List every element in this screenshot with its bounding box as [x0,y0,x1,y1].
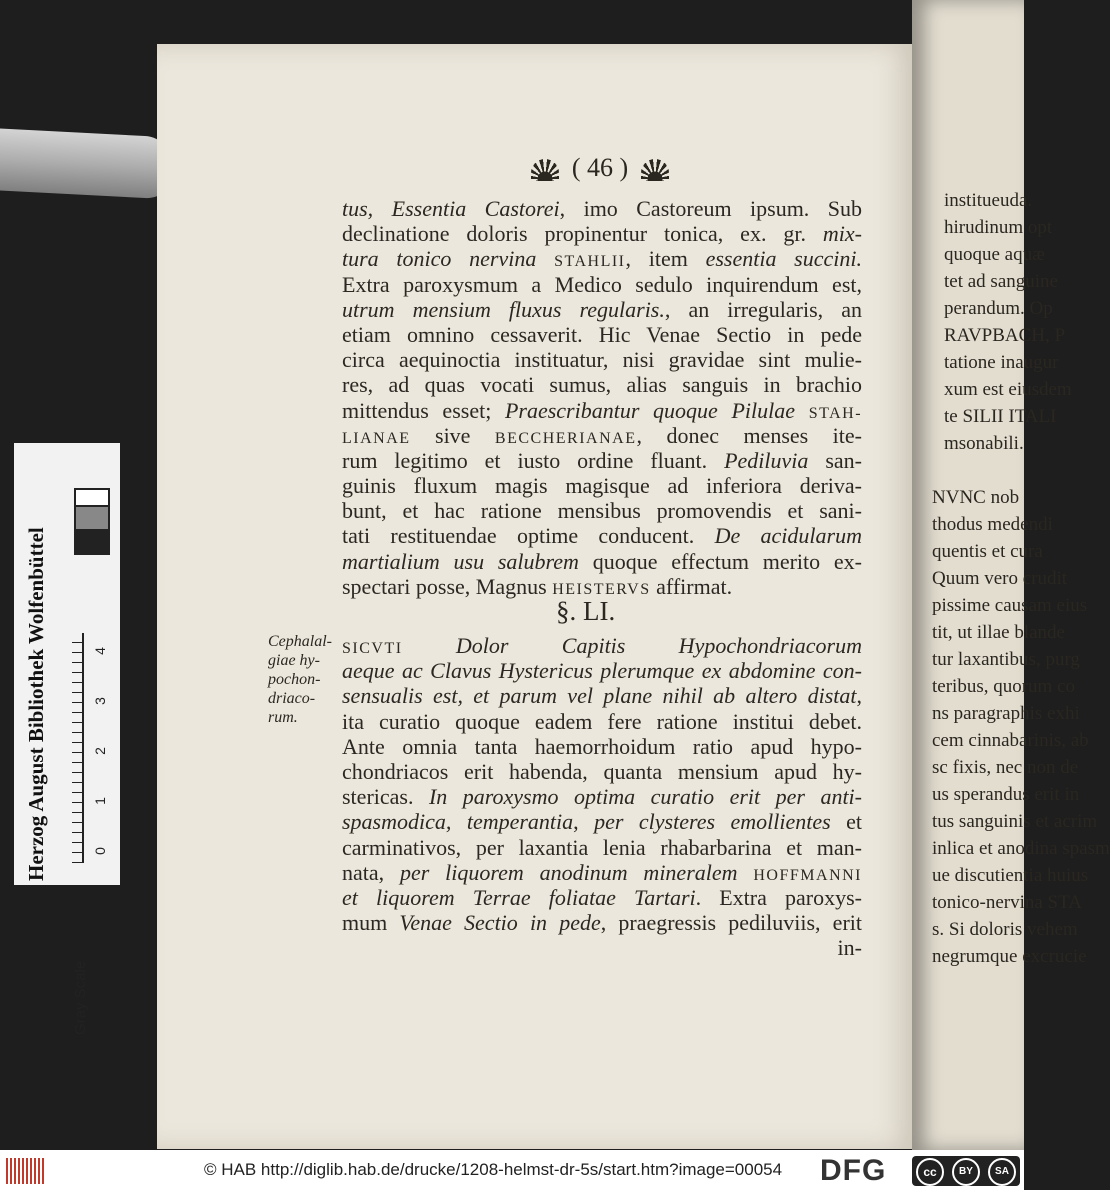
text-run: SICVTI [342,640,403,657]
text-run: et liquorem Terrae foliatae Tartari [342,884,696,910]
page-header [490,153,710,183]
text-run: res, ad quas vocati sumus, alias sanguis in brachio [342,372,862,398]
gray-scale-card [14,443,120,1035]
text-run: Venae Sectio in pede [399,910,601,936]
text-run: In paroxysmo optima curatio erit per anti- [428,784,862,810]
paragraph-1 [342,196,862,599]
facing-page-line: msonabili. [944,433,1024,454]
text-line [342,448,862,473]
text-run: sive [410,422,495,448]
text-run: , praegressis pediluviis, erit [600,910,862,936]
text-run: aeque ac Clavus Hystericus plerumque ex abdomine con- [342,658,862,684]
facing-page-line: institueuda. [944,190,1033,211]
text-line [342,633,862,658]
text-line [342,297,862,322]
text-line [342,473,862,498]
swatch-black [74,529,110,555]
text-line [342,196,862,221]
margin-note-line: Cephalal- [268,633,332,650]
facing-page-line: tit, ut illae blande [932,622,1065,643]
text-line [342,347,862,372]
cc-icon: cc [916,1158,944,1186]
sa-icon: SA [988,1158,1016,1186]
text-line [342,658,862,683]
cc-license-badge[interactable] [912,1156,1020,1186]
text-run: bunt, et hac ratione mensibus promovendis et sani- [342,498,862,524]
copyright-link[interactable]: © HAB http://diglib.hab.de/drucke/1208-helmst-dr-5s/start.htm?image=00054 [204,1160,783,1179]
text-run: circa aequinoctia instituatur, nisi gravidae sint mulie- [342,347,862,373]
text-line [342,246,862,271]
page-holder-strip [0,126,175,199]
facing-page-line: tet ad sanguine [944,271,1058,292]
facing-page-line: negrumque excrucie [932,946,1087,967]
text-run [403,633,456,658]
facing-page-line: hirudinum opt [944,217,1053,238]
text-run: Pediluvia [724,447,809,473]
text-run: affirmat. [650,573,733,599]
text-run: HEISTERVS [552,580,651,598]
text-run: mix- [822,221,862,247]
ruler-tick-label: 3 [91,697,108,705]
facing-page-line: te SILII ITALI [944,406,1057,427]
text-run: Essentia Castorei [391,196,560,221]
margin-note-line: giae hy- [268,652,320,669]
facing-page-line: s. Si doloris vehem [932,919,1078,940]
facing-page-line: tur laxantibus, purg [932,649,1080,670]
text-line [342,860,862,885]
text-run: Dolor Capitis Hypochondriacorum [455,633,862,658]
facing-page-line: thodus medendi [932,514,1053,535]
facing-page-line: quentis et cura [932,541,1043,562]
ruler-tick-label: 4 [91,647,108,655]
text-line [342,683,862,708]
text-run: Praescribantur quoque Pilulae [504,397,796,423]
text-run: nata, [342,859,400,885]
text-run: tus, [342,196,392,221]
margin-note-line: pochon- [268,671,321,688]
text-line [342,523,862,548]
text-line [342,549,862,574]
text-run: declinatione doloris propinentur tonica, ex. gr. [342,221,823,247]
facing-page-line: Quum vero crudit [932,568,1068,589]
swatch-gray [74,505,110,531]
text-run: tura tonico nervina [342,246,537,272]
facing-page-line: teribus, quorum co [932,676,1076,697]
text-run: , [856,683,862,709]
text-run: mittendus esset; [342,397,505,423]
text-line [342,322,862,347]
text-run: , an irregularis, an [664,296,862,322]
text-line [342,709,862,734]
hab-logo-icon [6,1158,44,1184]
text-line [342,885,862,910]
facing-page-line: perandum. Op [944,298,1053,319]
text-line [342,221,862,246]
facing-page-line: quoque aquæ [944,244,1045,265]
text-run: sensualis est, et parum vel plane nihil ab altero distat [342,683,857,709]
text-run: mum [342,910,400,936]
text-run: , item [625,246,706,272]
text-run: guinis fluxum magis magisque ad inferiora deriva- [342,473,862,499]
text-line [342,498,862,523]
facing-page-line: RAVPBACH, P [944,325,1066,346]
facing-page-line: ue discutientia huius [932,865,1089,886]
text-run [738,860,754,885]
margin-note-line: driaco- [268,690,316,707]
text-line [342,372,862,397]
text-run: De acidularum [714,523,862,549]
by-icon: BY [952,1158,980,1186]
text-run: , imo Castoreum ipsum. Sub [559,196,862,221]
paragraph-2 [342,633,862,960]
facing-page-line: cem cinnabarinis, ab [932,730,1089,751]
fleuron-right-icon [641,159,669,181]
facing-page-line: tus sanguinis et acrim [932,811,1098,832]
dfg-logo: DFG [820,1154,887,1187]
text-run: STAHLII [554,253,626,271]
footer-bar [0,1150,1024,1190]
text-run: Ante omnia tanta haemorrhoidum ratio apud hypo- [342,733,862,759]
fleuron-left-icon [531,159,559,181]
text-run: martialium usu salubrem [342,548,579,574]
text-line [342,910,862,935]
facing-page-line: NVNC nob [932,487,1020,508]
ruler-tick-label: 1 [91,797,108,805]
text-run: essentia succini. [705,246,862,272]
text-line [342,734,862,759]
text-run: STAH- [808,404,863,422]
facing-page-line: pissime causam eius [932,595,1088,616]
text-run: LIANAE [342,429,411,447]
ruler [72,633,84,863]
facing-page-line: tonico-nervina STA [932,892,1082,913]
text-run: per clysteres emollientes [594,809,831,835]
text-line [342,423,862,448]
text-line [342,835,862,860]
text-line [342,784,862,809]
text-run: chondriacos erit habenda, quanta mensium apud hy- [342,758,862,784]
text-run: per liquorem anodinum mineralem [399,859,738,885]
text-run: rum legitimo et iusto ordine fluant. [342,447,725,473]
text-run: tati restituendae optime conducent. [342,523,715,549]
text-run: quoque effectum merito ex- [578,548,863,574]
facing-page-line: inlica et anodina spasm [932,838,1110,859]
text-run: san- [808,447,862,473]
text-line [342,759,862,784]
text-run: BECCHERIANAE [494,429,637,447]
text-run: ita curatio quoque eadem fere ratione institui debet. [342,708,862,734]
text-run: Extra paroxysmum a Medico sedulo inquirendum est, [342,271,862,297]
page-number: ( 46 ) [571,153,629,182]
text-run: spectari posse, Magnus [342,573,553,599]
facing-page-line: tatione inaugur [944,352,1059,373]
text-run: et [830,809,863,835]
text-run: , donec menses ite- [636,422,862,448]
section-title: §. LI. [556,596,616,626]
gray-scale-label: Gray Scale [72,960,89,1035]
margin-note [268,632,340,727]
text-run: etiam omnino cessaverit. Hic Venae Sectio in pede [342,321,862,347]
text-run: spasmodica, temperantia [342,809,574,835]
catchword: in- [837,935,862,961]
text-line [342,272,862,297]
text-run: utrum mensium fluxus regularis. [342,296,665,322]
margin-note-line: rum. [268,709,298,726]
text-run: . Extra paroxys- [695,884,862,910]
text-run: stericas. [342,784,429,810]
text-line [342,398,862,423]
ruler-tick-label: 0 [91,847,108,855]
text-run [795,398,809,423]
text-run: carminativos, per laxantia lenia rhabarbarina et man- [342,834,862,860]
facing-page [912,0,1110,1150]
facing-page-line: ns paragraphis exhi [932,703,1080,724]
library-name: Herzog August Bibliothek Wolfenbüttel [24,527,48,881]
facing-page-line: xum est eiusdem [944,379,1072,400]
text-run [536,246,554,271]
text-run: HOFFMANNI [753,866,862,884]
facing-page-line: sc fixis, nec non de [932,757,1079,778]
text-line [342,809,862,834]
text-run: , [573,809,595,835]
ruler-tick-label: 2 [91,747,108,755]
facing-page-line: us sperandus erit in [932,784,1080,805]
